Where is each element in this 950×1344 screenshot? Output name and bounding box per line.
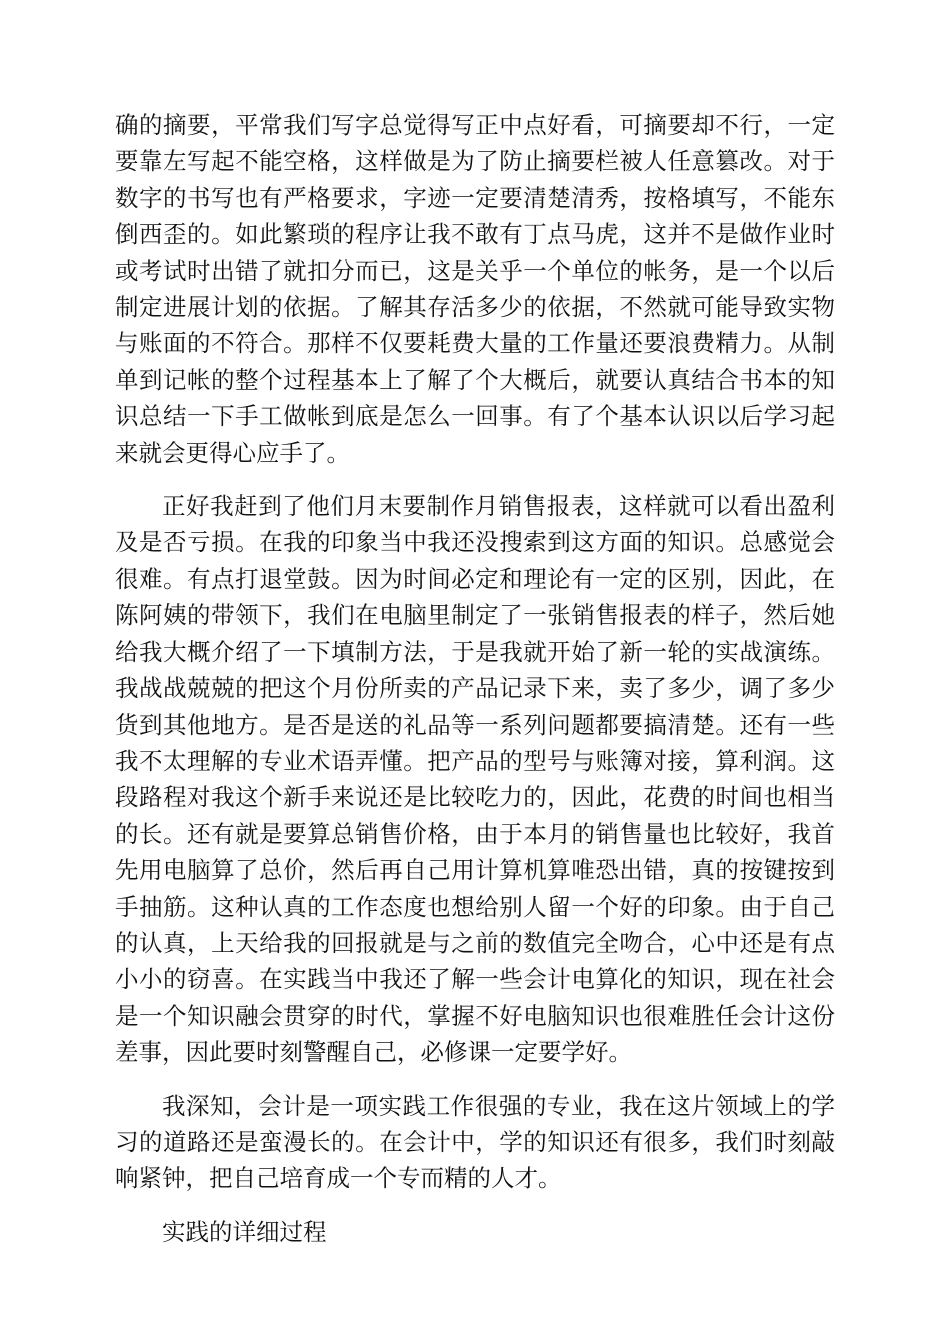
section-heading: 实践的详细过程 [162, 1217, 327, 1246]
paragraph-3: 我深知，会计是一项实践工作很强的专业，我在这片领域上的学习的道路还是蛮漫长的。在会计中，学的知识还有很多，我们时刻敲响紧钟，把自己培育成一个专而精的人才。 [115, 1091, 835, 1193]
document-body [115, 107, 835, 1250]
paragraph-1: 确的摘要，平常我们写字总觉得写正中点好看，可摘要却不行，一定要靠左写起不能空格，这样做是为了防止摘要栏被人任意篡改。对于数字的书写也有严格要求，字迹一定要清楚清秀，按格填写，不能东倒西歪的。如此繁琐的程序让我不敢有丁点马虎，这并不是做作业时或考试时出错了就扣分而已，这是关乎一个单位的帐务，是一个以后制定进展计划的依据。了解其存活多少的依据，不然就可能导致实物与账面的不符合。那样不仅要耗费大量的工作量还要浪费精力。从制单到记帐的整个过程基本上了解了个大概后，就要认真结合书本的知识总结一下手工做帐到底是怎么一回事。有了个基本认识以后学习起来就会更得心应手了。 [115, 111, 835, 467]
paragraph-2: 正好我赶到了他们月末要制作月销售报表，这样就可以看出盈利及是否亏损。在我的印象当中我还没搜索到这方面的知识。总感觉会很难。有点打退堂鼓。因为时间必定和理论有一定的区别，因此，在陈阿姨的带领下，我们在电脑里制定了一张销售报表的样子，然后她给我大概介绍了一下填制方法，于是我就开始了新一轮的实战演练。我战战兢兢的把这个月份所卖的产品记录下来，卖了多少，调了多少货到其他地方。是否是送的礼品等一系列问题都要搞清楚。还有一些我不太理解的专业术语弄懂。把产品的型号与账簿对接，算利润。这段路程对我这个新手来说还是比较吃力的，因此，花费的时间也相当的长。还有就是要算总销售价格，由于本月的销售量也比较好，我首先用电脑算了总价，然后再自己用计算机算唯恐出错，真的按键按到手抽筋。这种认真的工作态度也想给别人留一个好的印象。由于自己的认真，上天给我的回报就是与之前的数值完全吻合，心中还是有点小小的窃喜。在实践当中我还了解一些会计电算化的知识，现在社会是一个知识融会贯穿的时代，掌握不好电脑知识也很难胜任会计这份差事，因此要时刻警醒自己，必修课一定要学好。 [115, 492, 835, 1067]
